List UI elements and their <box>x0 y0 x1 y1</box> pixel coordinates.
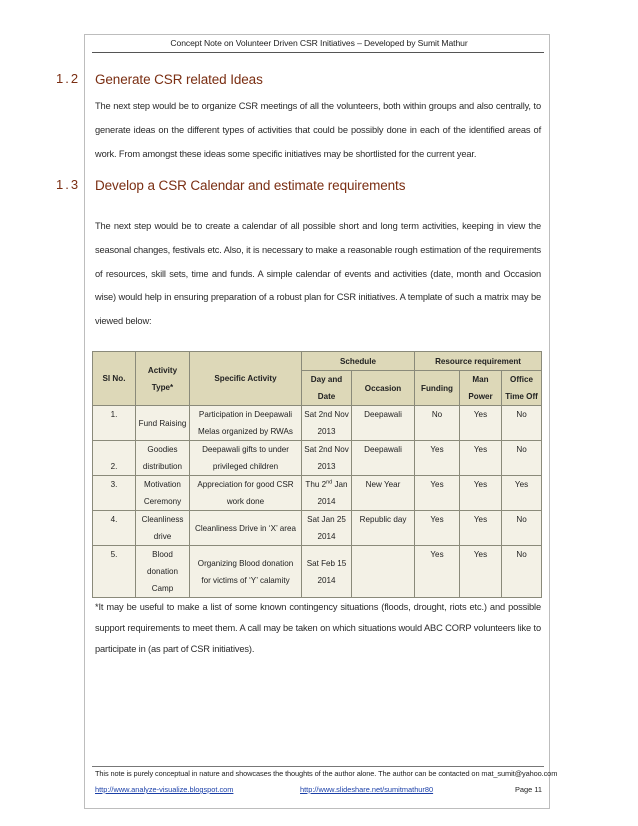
slideshare-link[interactable]: http://www.slideshare.net/sumitmathur80 <box>300 785 434 794</box>
header-rule <box>92 52 544 53</box>
cell-time-off: Yes <box>502 476 542 511</box>
cell-activity-type: Cleanliness drive <box>136 511 190 546</box>
section-paragraph: The next step would be to create a calendar of all possible short and long term activities, keeping in view the seasonal changes, festivals etc. Also, it is necessary to make a reasonable rough estimation of the requirements of resources, skill sets, time and funds. A simple calendar of events and activities (date, month and Occasion wise) would help in ensuring preparation of a robust plan for CSR initiatives. A template of such a matrix may be viewed below: <box>95 221 541 327</box>
cell-sl: 2. <box>93 441 136 476</box>
section-number: 1.3 <box>56 177 81 192</box>
cell-specific-activity: Deepawali gifts to under privileged children <box>190 441 302 476</box>
table-row <box>93 476 542 511</box>
section-paragraph: The next step would be to organize CSR meetings of all the volunteers, both within groups and also centrally, to generate ideas on the different types of activities that could be possibly done in each of the identified areas of work. From amongst these ideas some specific initiatives may be shortlisted for the current year. <box>95 101 541 159</box>
cell-man-power: Yes <box>460 441 502 476</box>
footer-rule <box>92 766 544 767</box>
col-header-day-date: Day and Date <box>302 371 352 406</box>
cell-funding: Yes <box>415 476 460 511</box>
col-header-funding: Funding <box>415 371 460 406</box>
cell-specific-activity: Cleanliness Drive in ‘X’ area <box>190 511 302 546</box>
col-header-specific-activity: Specific Activity <box>190 352 302 406</box>
col-header-man-power: Man Power <box>460 371 502 406</box>
table-row <box>93 441 542 476</box>
cell-date: Sat Feb 15 2014 <box>302 546 352 598</box>
col-header-schedule: Schedule <box>302 352 415 371</box>
cell-occasion <box>352 546 415 598</box>
cell-time-off: No <box>502 441 542 476</box>
cell-time-off: No <box>502 406 542 441</box>
cell-man-power: Yes <box>460 511 502 546</box>
cell-specific-activity: Appreciation for good CSR work done <box>190 476 302 511</box>
col-header-occasion: Occasion <box>352 371 415 406</box>
blog-link[interactable]: http://www.analyze-visualize.blogspot.com <box>95 785 234 794</box>
section-heading: Generate CSR related Ideas <box>95 72 263 87</box>
cell-date: Sat Jan 25 2014 <box>302 511 352 546</box>
cell-date: Sat 2nd Nov 2013 <box>302 441 352 476</box>
cell-activity-type: Goodies distribution <box>136 441 190 476</box>
table-row <box>93 546 542 598</box>
cell-activity-type: Fund Raising <box>136 406 190 441</box>
col-header-sl-no: Sl No. <box>93 352 136 406</box>
cell-activity-type: Motivation Ceremony <box>136 476 190 511</box>
table-row <box>93 511 542 546</box>
cell-man-power: Yes <box>460 406 502 441</box>
cell-sl: 5. <box>93 546 136 598</box>
cell-funding: Yes <box>415 511 460 546</box>
cell-funding: Yes <box>415 546 460 598</box>
cell-date: Thu 2nd Jan 2014 <box>302 476 352 511</box>
footnote-paragraph: *It may be useful to make a list of some known contingency situations (floods, drought, riots etc.) and possible support requirements to meet them. A call may be taken on which situations would ABC CORP volunteers like to participate in (as part of CSR initiatives). <box>95 602 541 654</box>
cell-time-off: No <box>502 511 542 546</box>
cell-funding: Yes <box>415 441 460 476</box>
col-header-office-time-off: Office Time Off <box>502 371 542 406</box>
cell-occasion: Deepawali <box>352 406 415 441</box>
cell-occasion: New Year <box>352 476 415 511</box>
cell-sl: 3. <box>93 476 136 511</box>
table-row <box>93 406 542 441</box>
page-number: Page 11 <box>515 785 542 794</box>
section-heading: Develop a CSR Calendar and estimate requirements <box>95 178 406 193</box>
cell-man-power: Yes <box>460 476 502 511</box>
cell-occasion: Deepawali <box>352 441 415 476</box>
cell-man-power: Yes <box>460 546 502 598</box>
cell-funding: No <box>415 406 460 441</box>
col-header-activity-type: Activity Type* <box>136 352 190 406</box>
running-header: Concept Note on Volunteer Driven CSR Initiatives – Developed by Sumit Mathur <box>170 38 468 48</box>
cell-sl: 4. <box>93 511 136 546</box>
cell-date: Sat 2nd Nov 2013 <box>302 406 352 441</box>
col-header-resource: Resource requirement <box>415 352 542 371</box>
cell-activity-type: Blood donation Camp <box>136 546 190 598</box>
footer-disclaimer: This note is purely conceptual in nature and showcases the thoughts of the author alone. The author can be contacted on mat_sumit@yahoo.com <box>95 769 558 778</box>
csr-calendar-table <box>92 351 542 598</box>
cell-specific-activity: Participation in Deepawali Melas organized by RWAs <box>190 406 302 441</box>
section-number: 1.2 <box>56 71 81 86</box>
cell-occasion: Republic day <box>352 511 415 546</box>
cell-sl: 1. <box>93 406 136 441</box>
cell-time-off: No <box>502 546 542 598</box>
cell-specific-activity: Organizing Blood donation for victims of ‘Y’ calamity <box>190 546 302 598</box>
